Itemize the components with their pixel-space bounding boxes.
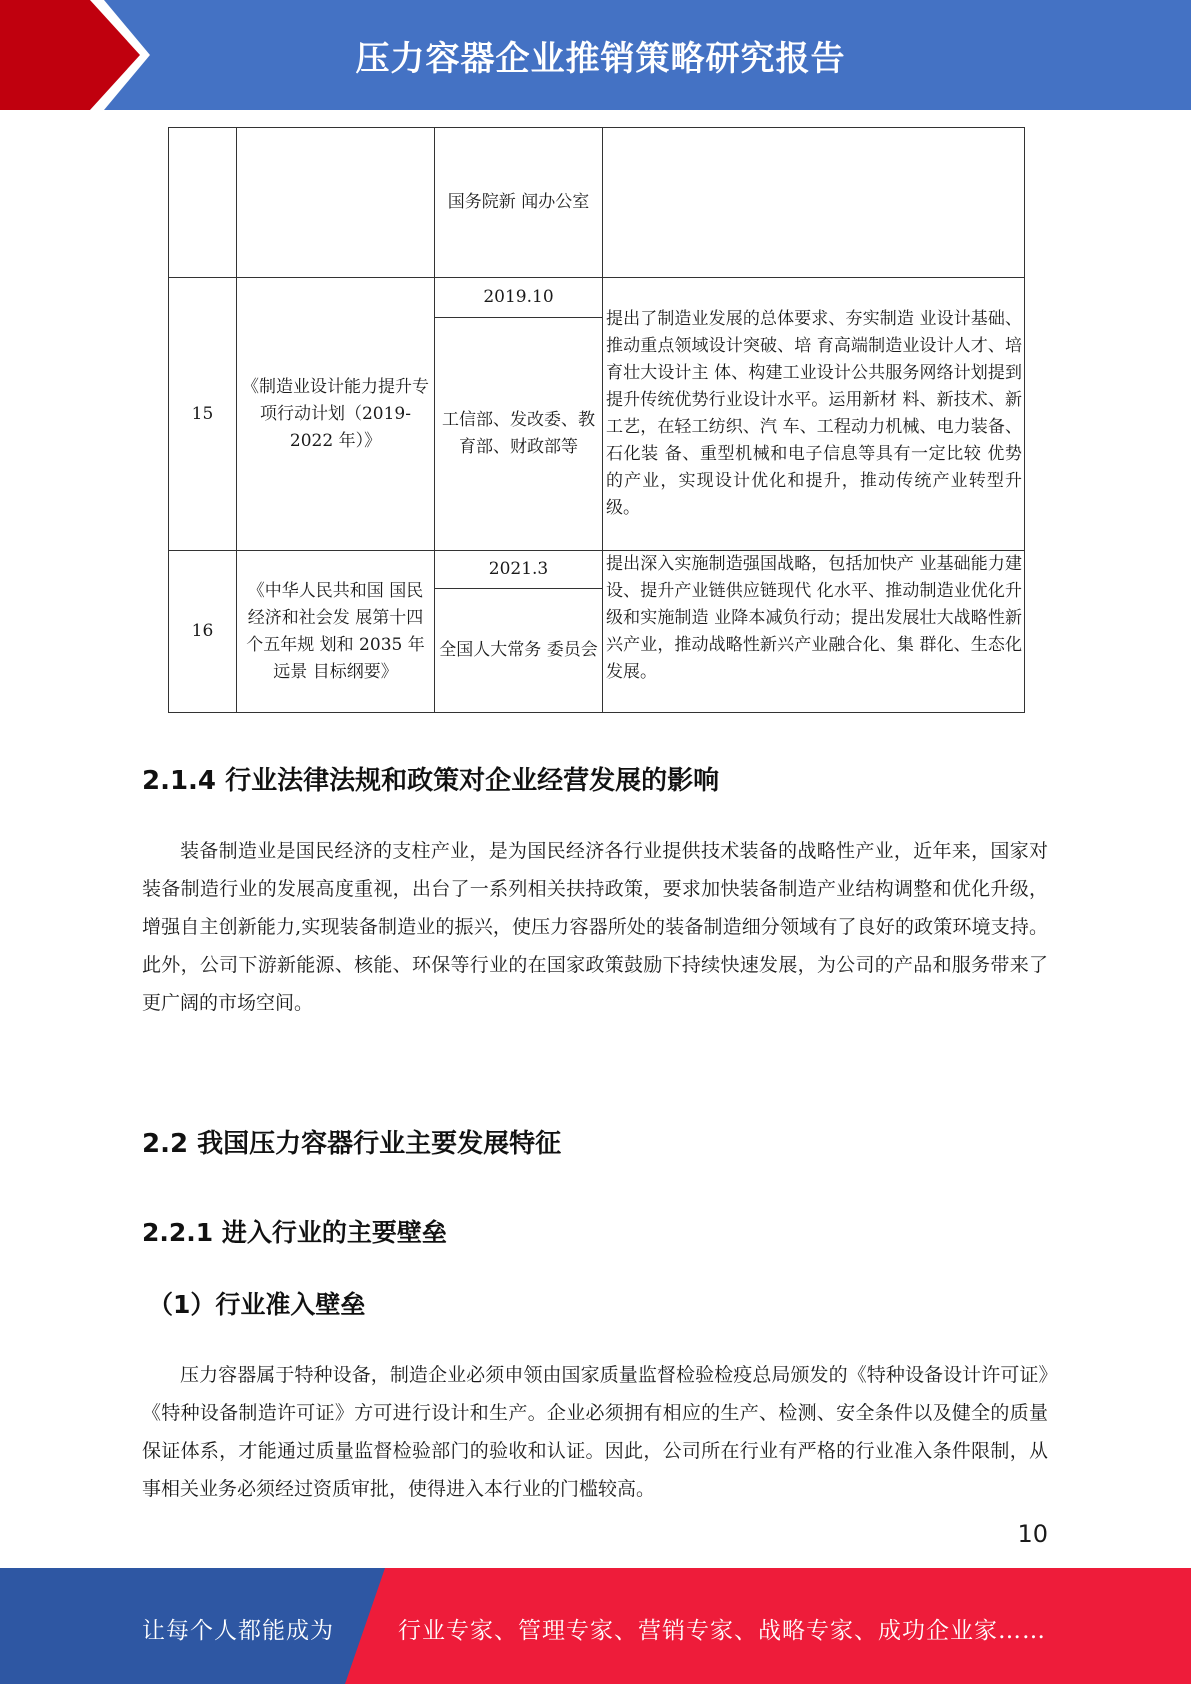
section-heading-2-2: 2.2 我国压力容器行业主要发展特征 [142, 1129, 562, 1159]
subsection-heading: （1）行业准入壁垒 [148, 1290, 366, 1319]
policy-content-cell [603, 128, 1025, 278]
section-paragraph: 压力容器属于特种设备，制造企业必须申领由国家质量监督检验检疫总局颁发的《特种设备设计许可证》《特种设备制造许可证》方可进行设计和生产。企业必须拥有相应的生产、检测、安全条件以及健全的质量保证体系，才能通过质量监督检验部门的验收和认证。因此，公司所在行业有严格的行业准入条件限制，从事相关业务必须经过资质审批，使得进入本行业的门槛较高。 [142, 1364, 1048, 1500]
agency-cell: 工信部、发改委、教育部、财政部等 [435, 318, 603, 551]
section-heading-2-1-4: 2.1.4 行业法律法规和政策对企业经营发展的影响 [142, 766, 720, 796]
footer-slogan-left: 让每个人都能成为 [142, 1618, 334, 1644]
policy-content-cell: 提出了制造业发展的总体要求、夯实制造 业设计基础、推动重点领域设计突破、培 育高端制造业设计人才、培育壮大设计主 体、构建工业设计公共服务网络计划提到 提升传统优势行业设计水平。运用新材 料、新技术、新工艺，在轻工纺织、汽 车、工程动力机械、电力装备、石化装 备、重型机械和电子信息等具有一定比较 优势的产业，实现设计优化和提升，推动传统产业转型升级。 [603, 278, 1025, 551]
date-cell: 2019.10 [435, 278, 603, 318]
date-cell: 2021.3 [435, 551, 603, 589]
policy-content-cell: 提出深入实施制造强国战略，包括加快产 业基础能力建设、提升产业链供应链现代 化水平、推动制造业优化升级和实施制造 业降本减负行动；提出发展壮大战略性新 兴产业，推动战略性新兴产业融合化、集 群化、生态化发展。 [603, 551, 1025, 713]
section-heading-2-2-1: 2.2.1 进入行业的主要壁垒 [142, 1218, 447, 1247]
row-number-cell: 16 [169, 551, 237, 713]
section-paragraph: 装备制造业是国民经济的支柱产业，是为国民经济各行业提供技术装备的战略性产业，近年来，国家对装备制造行业的发展高度重视，出台了一系列相关扶持政策，要求加快装备制造产业结构调整和优化升级，增强自主创新能力,实现装备制造业的振兴，使压力容器所处的装备制造细分领域有了良好的政策环境支持。此外，公司下游新能源、核能、环保等行业的在国家政策鼓励下持续快速发展，为公司的产品和服务带来了更广阔的市场空间。 [142, 840, 1048, 1014]
table-row [169, 551, 1025, 589]
page-number: 10 [1017, 1520, 1048, 1548]
agency-cell: 全国人大常务 委员会 [435, 589, 603, 713]
row-number-cell: 15 [169, 278, 237, 551]
table-row [169, 278, 1025, 318]
policy-name-cell [237, 128, 435, 278]
agency-cell: 国务院新 闻办公室 [435, 128, 603, 278]
header-bar [0, 0, 1191, 110]
table-row [169, 128, 1025, 278]
row-number-cell [169, 128, 237, 278]
policy-name-cell: 《中华人民共和国 国民经济和社会发 展第十四个五年规 划和 2035 年远景 目标纲要》 [237, 551, 435, 713]
policy-name-cell: 《制造业设计能力提升专项行动计划（2019-2022 年）》 [237, 278, 435, 551]
policy-table [168, 127, 1025, 713]
report-title: 压力容器企业推销策略研究报告 [355, 38, 846, 79]
footer-slogan-right: 行业专家、管理专家、营销专家、战略专家、成功企业家…… [398, 1618, 1046, 1644]
